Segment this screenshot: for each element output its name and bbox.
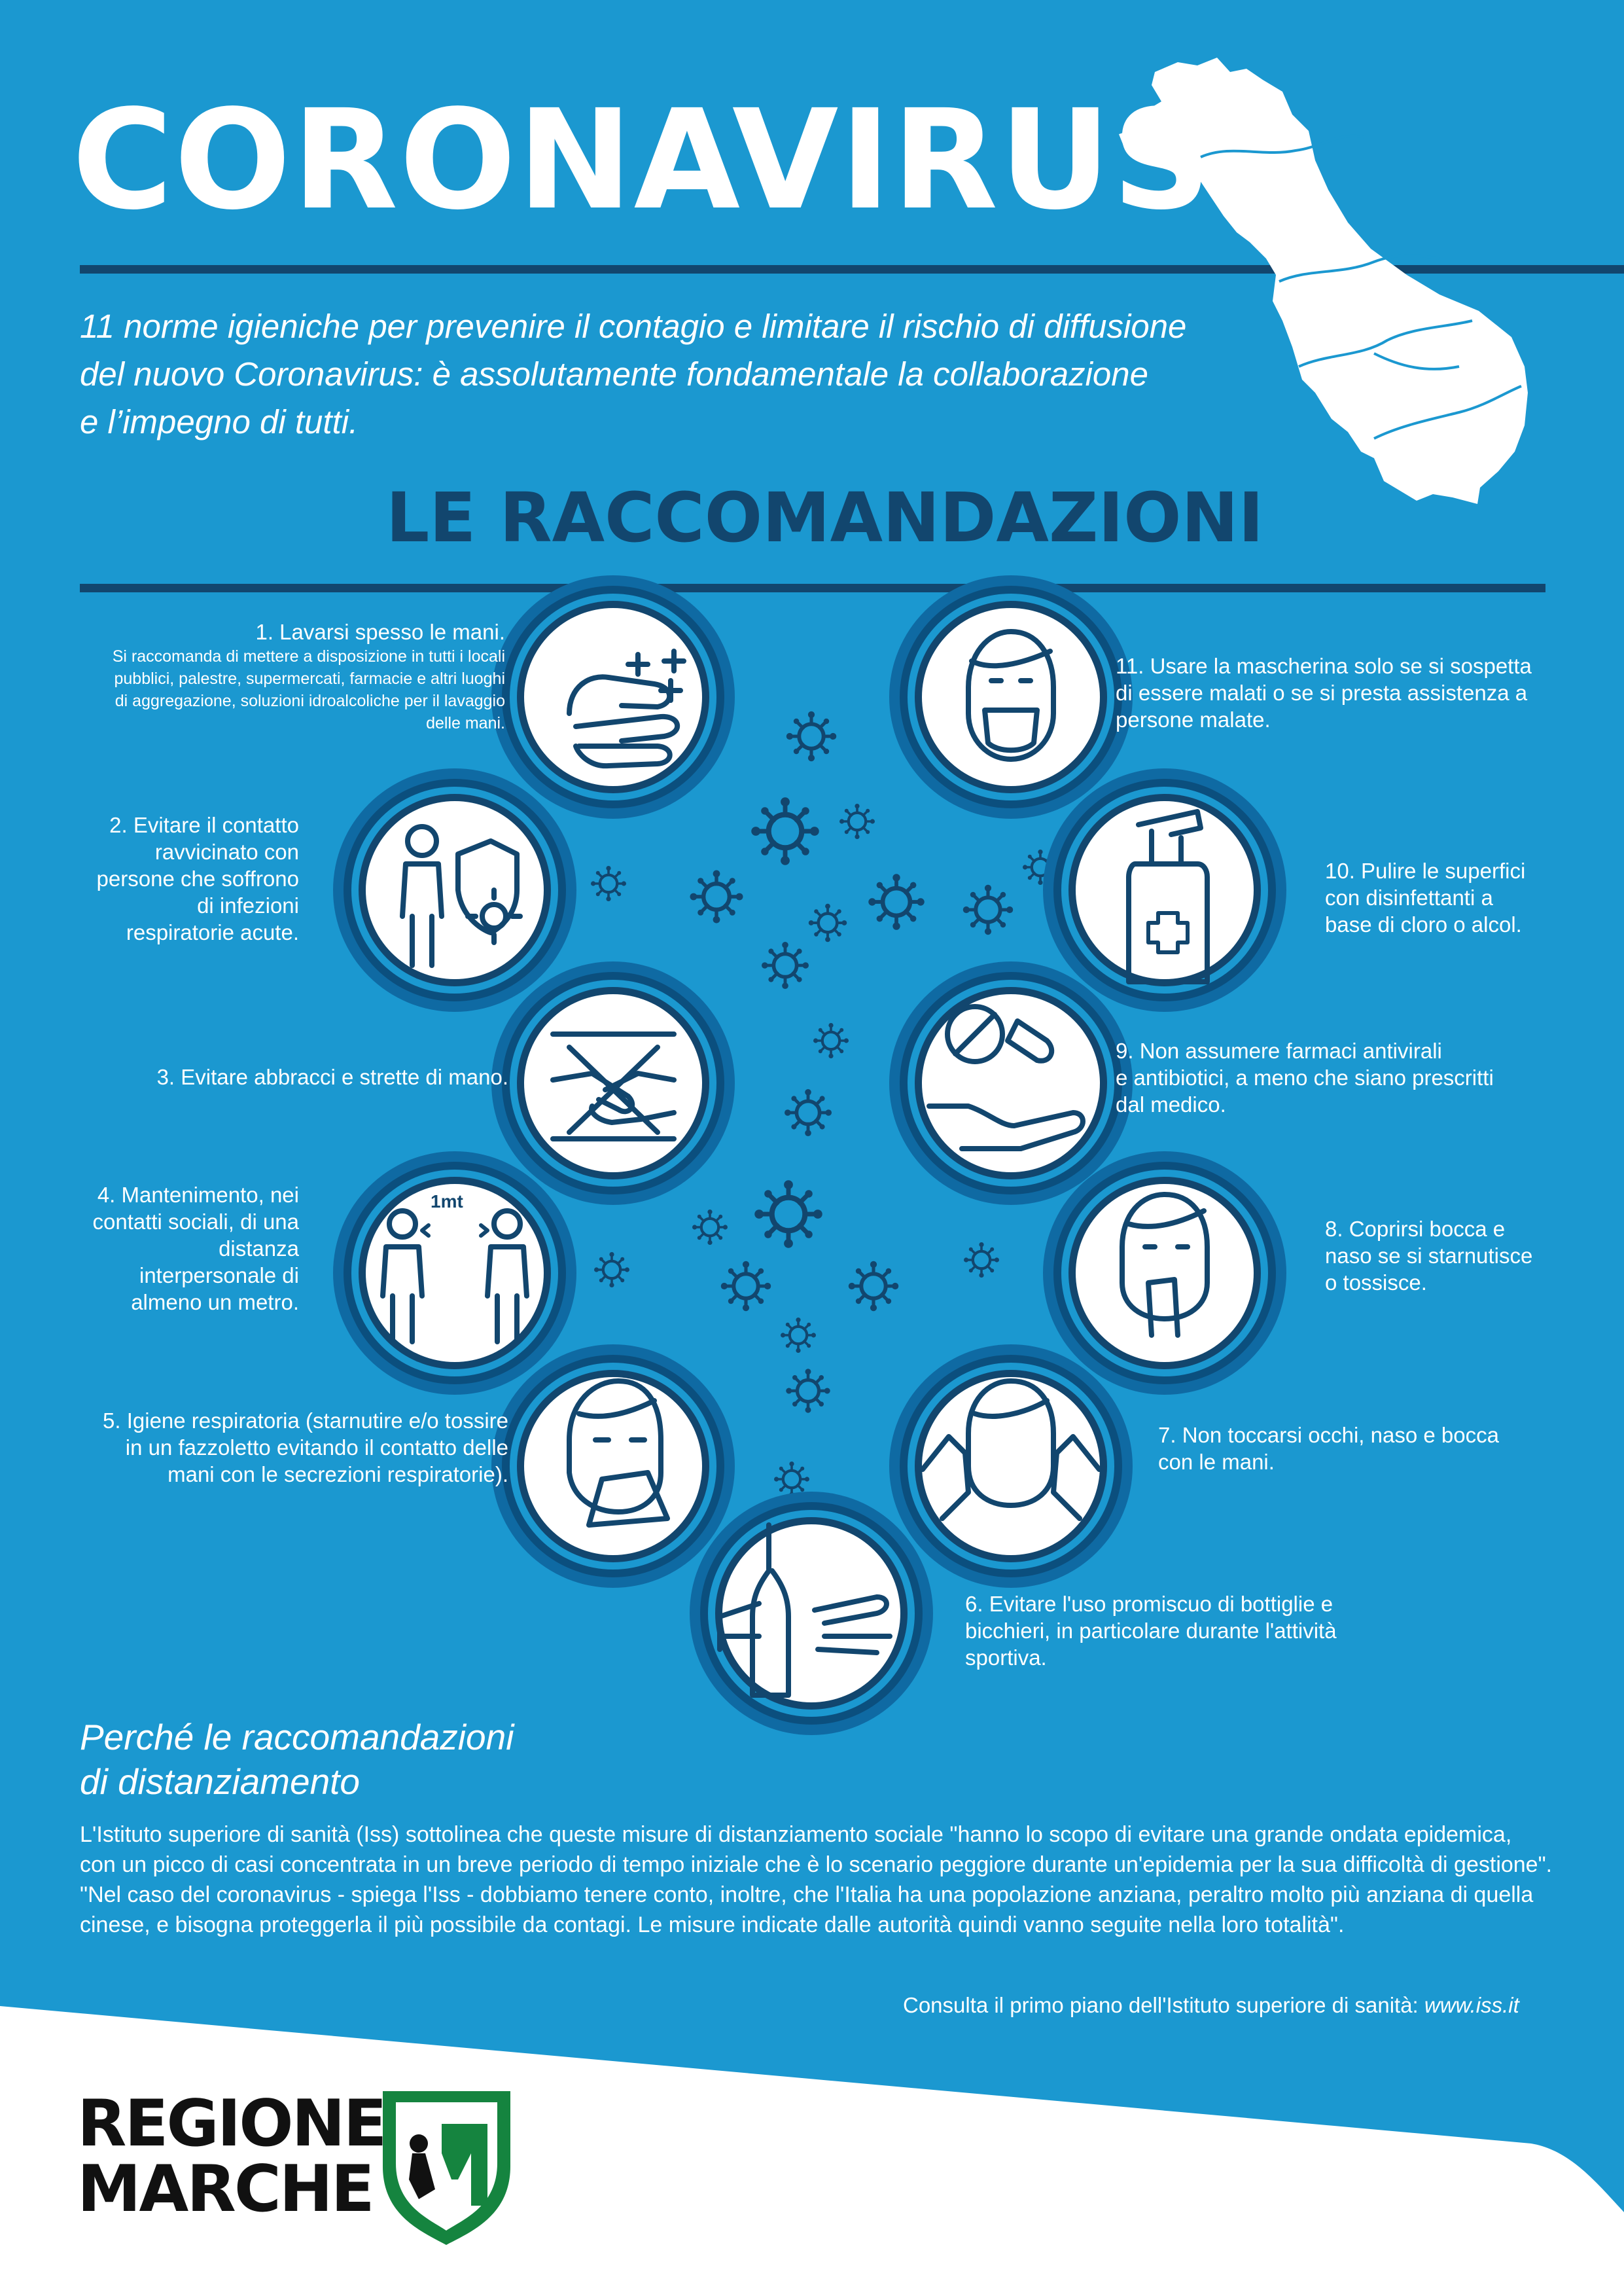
rec-line: contatti sociali, di una	[92, 1210, 299, 1234]
why-body-line: cinese, e bisogna proteggerla il più possibile da contagi. Le misure indicate dalle autorità quindi vanno seguite nella loro totalità".	[80, 1912, 1345, 1937]
why-title	[80, 1715, 514, 1804]
page-title: CORONAVIRUS	[72, 80, 1213, 240]
recommendation-10	[1325, 857, 1525, 938]
recommendation-1	[113, 619, 505, 734]
rec-sub: delle mani.	[426, 714, 505, 732]
recommendation-5	[103, 1407, 508, 1488]
rec-line: dal medico.	[1116, 1092, 1226, 1117]
why-body-line: "Nel caso del coronavirus - spiega l'Iss - dobbiamo tenere conto, inoltre, che l'Italia ha una popolazione anziana, peraltro molto più anziana di quella	[80, 1882, 1534, 1907]
rec-sub: pubblici, palestre, supermercati, farmacie e altri luoghi	[114, 670, 505, 688]
rec-line: 4. Mantenimento, nei	[97, 1183, 299, 1207]
rec-line: 6. Evitare l'uso promiscuo di bottiglie e	[965, 1592, 1333, 1616]
distance-label: 1mt	[431, 1191, 463, 1211]
intro-line: e l’impegno di tutti.	[80, 403, 359, 440]
logo-line: REGIONE	[77, 2087, 385, 2161]
rec-title: 1. Lavarsi spesso le mani.	[255, 620, 505, 644]
rec-line: mani con le secrezioni respiratorie).	[168, 1462, 508, 1486]
rec-line: 11. Usare la mascherina solo se si sospetta	[1116, 654, 1532, 678]
rec-line: con le mani.	[1158, 1450, 1275, 1474]
rec-line: respiratorie acute.	[126, 920, 299, 944]
rec-line: almeno un metro.	[131, 1290, 299, 1314]
rec-line: 2. Evitare il contatto	[109, 813, 299, 837]
rec-line: 5. Igiene respiratoria (starnutire e/o tossire	[103, 1408, 508, 1433]
rec-line: in un fazzoletto evitando il contatto delle	[125, 1435, 508, 1460]
rec-line: di essere malati o se si presta assistenza a	[1116, 681, 1528, 705]
intro-line: del nuovo Coronavirus: è assolutamente fondamentale la collaborazione	[80, 355, 1149, 393]
why-body-line: con un picco di casi concentrata in un breve periodo di tempo iniziale che è lo scenario peggiore durante un'epidemia per la sua difficoltà di gestione".	[80, 1852, 1553, 1877]
rec-line: e antibiotici, a meno che siano prescritti	[1116, 1066, 1494, 1090]
rec-line: 10. Pulire le superfici	[1325, 859, 1526, 883]
consulta-text	[903, 1993, 1519, 2018]
intro-text	[80, 302, 1310, 446]
rec-line: persone malate.	[1116, 708, 1271, 732]
intro-line: 11 norme igieniche per prevenire il contagio e limitare il rischio di diffusione	[80, 308, 1187, 345]
regione-marche-emblem	[383, 2091, 510, 2245]
recommendation-2	[97, 812, 299, 946]
rec-line: ravvicinato con	[154, 840, 299, 864]
regione-marche-logo	[77, 2087, 385, 2227]
rec-line: persone che soffrono	[96, 867, 299, 891]
iss-link[interactable]: www.iss.it	[1424, 1993, 1519, 2017]
rec-line: interpersonale di	[139, 1263, 299, 1287]
why-title-line: di distanziamento	[80, 1761, 361, 1802]
rec-line: distanza	[219, 1236, 299, 1261]
rec-line: 3. Evitare abbracci e strette di mano.	[156, 1065, 508, 1089]
rec-line: con disinfettanti a	[1325, 886, 1493, 910]
recommendation-6	[965, 1590, 1337, 1671]
rec-sub: Si raccomanda di mettere a disposizione in tutti i locali	[112, 647, 505, 666]
why-title-line: Perché le raccomandazioni	[80, 1717, 514, 1757]
rec-line: sportiva.	[965, 1645, 1047, 1670]
rec-line: o tossisce.	[1325, 1270, 1427, 1295]
rec-line: di infezioni	[197, 893, 299, 918]
logo-line: MARCHE	[77, 2152, 373, 2227]
section-heading: LE RACCOMANDAZIONI	[386, 478, 1264, 558]
consulta-label: Consulta il primo piano dell'Istituto superiore di sanità:	[903, 1993, 1424, 2017]
rec-line: bicchieri, in particolare durante l'attività	[965, 1619, 1337, 1643]
rec-line: 9. Non assumere farmaci antivirali	[1116, 1039, 1442, 1063]
rec-sub: di aggregazione, soluzioni idroalcoliche per il lavaggio	[115, 692, 505, 710]
recommendation-9	[1116, 1037, 1494, 1118]
rec-line: 7. Non toccarsi occhi, naso e bocca	[1158, 1423, 1499, 1447]
recommendation-4	[92, 1181, 299, 1316]
rec-line: base di cloro o alcol.	[1325, 912, 1522, 937]
recommendation-3	[157, 1064, 508, 1090]
why-body	[80, 1820, 1559, 1940]
rec-line: naso se si starnutisce	[1325, 1244, 1533, 1268]
recommendation-8	[1325, 1215, 1532, 1296]
why-body-line: L'Istituto superiore di sanità (Iss) sottolinea che queste misure di distanziamento sociale "hanno lo scopo di evitare una grande ondata epidemica,	[80, 1822, 1512, 1847]
recommendation-11	[1116, 653, 1532, 733]
rec-line: 8. Coprirsi bocca e	[1325, 1217, 1506, 1241]
recommendation-7	[1158, 1422, 1499, 1475]
